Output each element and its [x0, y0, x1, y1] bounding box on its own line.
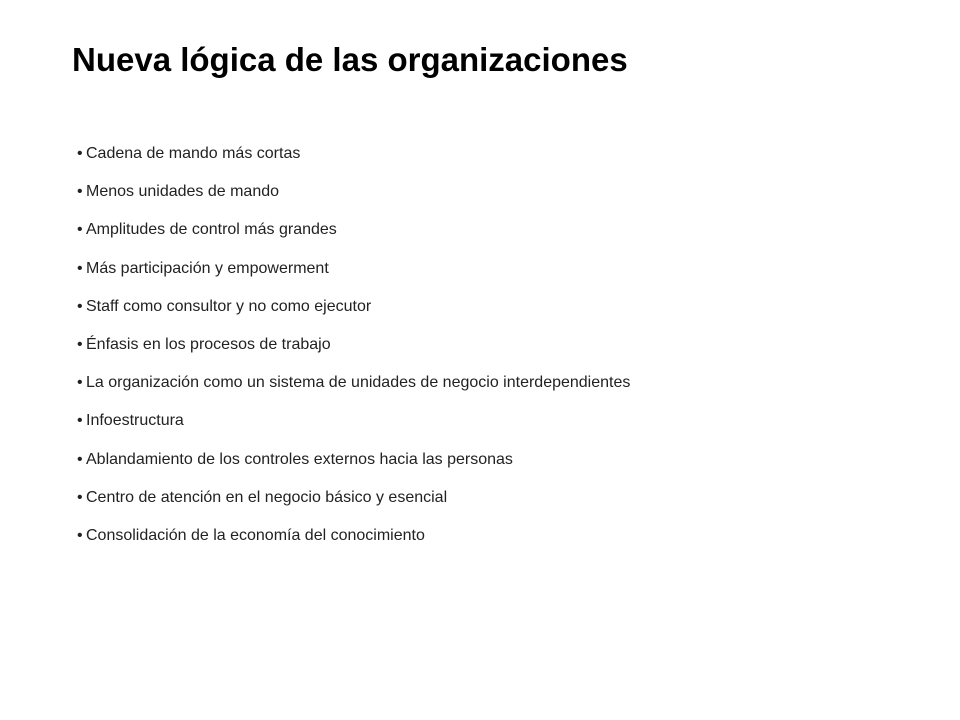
- list-item: [77, 178, 630, 216]
- list-item-text: Énfasis en los procesos de trabajo: [86, 335, 331, 353]
- bullet-icon: •: [77, 412, 83, 430]
- list-item: [77, 255, 630, 293]
- list-item-text: Ablandamiento de los controles externos hacia las personas: [86, 450, 513, 468]
- list-item-text: Consolidación de la economía del conocimiento: [86, 526, 425, 544]
- bullet-icon: •: [77, 297, 83, 315]
- list-item-text: La organización como un sistema de unidades de negocio interdependientes: [86, 374, 631, 392]
- bullet-icon: •: [77, 450, 83, 468]
- list-item-text: Staff como consultor y no como ejecutor: [86, 297, 372, 315]
- bullet-icon: •: [77, 335, 83, 353]
- list-item: [77, 293, 630, 331]
- list-item-text: Centro de atención en el negocio básico y esencial: [86, 488, 448, 506]
- bullet-icon: •: [77, 259, 83, 277]
- list-item: [77, 369, 630, 407]
- bullet-icon: •: [77, 374, 83, 392]
- list-item-text: Más participación y empowerment: [86, 259, 329, 277]
- list-item: [77, 522, 630, 560]
- list-item: [77, 140, 630, 178]
- bullet-icon: •: [77, 183, 83, 201]
- bullet-list: [77, 140, 630, 560]
- bullet-icon: •: [77, 221, 83, 239]
- list-item-text: Infoestructura: [86, 412, 184, 430]
- bullet-icon: •: [77, 526, 83, 544]
- list-item: [77, 216, 630, 254]
- list-item-text: Amplitudes de control más grandes: [86, 221, 337, 239]
- list-item-text: Menos unidades de mando: [86, 183, 280, 201]
- list-item: [77, 331, 630, 369]
- list-item: [77, 446, 630, 484]
- list-item-text: Cadena de mando más cortas: [86, 145, 301, 162]
- bullet-icon: •: [77, 488, 83, 506]
- bullet-icon: •: [77, 145, 83, 162]
- list-item: [77, 484, 630, 522]
- slide-title: Nueva lógica de las organizaciones: [72, 41, 628, 78]
- list-item: [77, 407, 630, 445]
